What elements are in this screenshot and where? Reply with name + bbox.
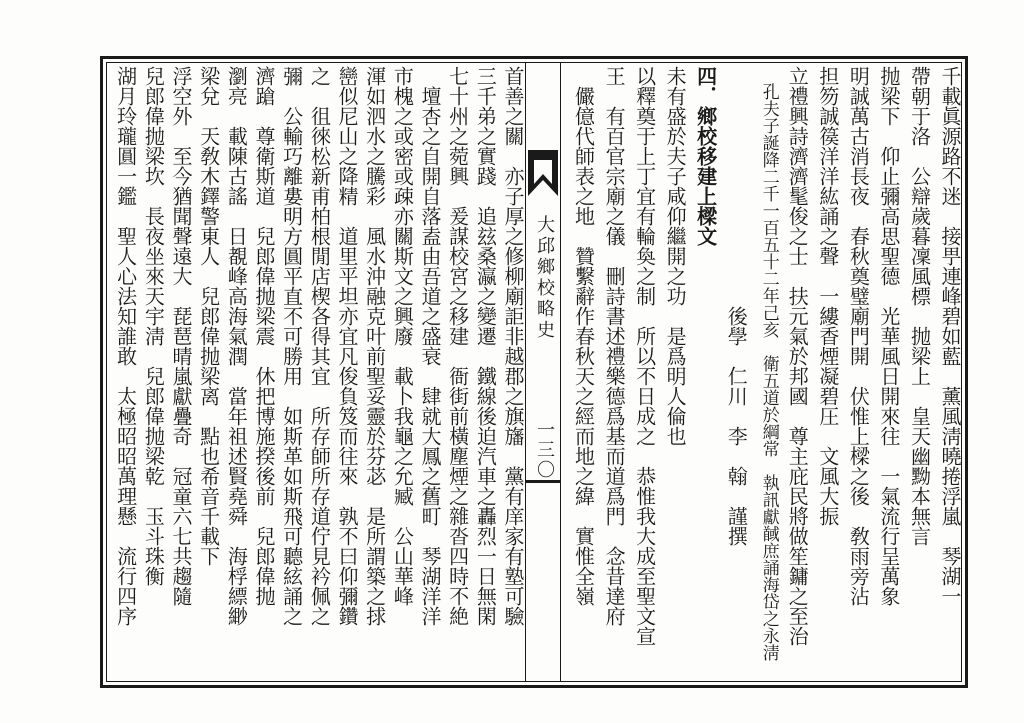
text-column: 七十州之菀興 爰謀校宮之移建 衙街前橫塵煙之雜沓四時不絶 [445, 66, 470, 626]
section-heading: 四．鄉校移建上樑文 [693, 66, 718, 246]
text-column: 王 有百官宗廟之儀 刪詩書述禮樂德爲基而道爲門 念昔達府 [602, 66, 627, 626]
text-column: 立禮興詩濟濟髦俊之士 扶元氣於邦國 尊主庇民將做笙鏞之至治 [785, 66, 810, 646]
fishtail-ornament [528, 150, 558, 196]
text-column: 巒似尼山之降精 道里平坦亦宜凡俊負笈而往來 孰不曰仰彌鑽 [334, 66, 359, 626]
text-column: 梁兌 天敎木鐸警東人 兒郎偉抛梁离 點也希音千載下 [196, 66, 221, 566]
text-column: 未有盛於夫子咸仰繼開之功 是爲明人倫也 [663, 66, 688, 446]
text-column: 孔夫子誕降二千一百五十二年己亥 衛五道於綱常 執訊獻馘庶誦海岱之永淸 [758, 66, 779, 661]
text-column: 抛梁下 仰止彌高思聖德 光華風日開來往 一氣流行呈萬象 [876, 66, 901, 606]
text-column: 明誠萬古消長夜 春秋奠璧廟門開 伏惟上樑之後 敎雨旁沾 [846, 66, 871, 606]
text-column: 湖月玲瓏圓一鑑 聖人心法知誰敢 太極昭昭萬理懸 流行四序 [113, 66, 138, 626]
text-column: 担笏誠篌洋洋紘誦之聲 一縷香煙凝碧圧 文風大振 [815, 66, 840, 526]
text-column: 瀏亮 載陳古謠 日覩峰高海氣潤 當年祖述賢堯舜 海桴縹緲 [224, 66, 249, 626]
text-column: 壇杏之自開自落盍由吾道之盛衰 肆就大鳳之舊町 琴湖洋洋 [417, 66, 442, 626]
text-column: 帶朝于洛 公辯歲暮凜風標 抛梁上 皇天幽黝本無言 [907, 66, 932, 546]
text-column: 三千弟之實踐 追玆桑瀛之變遷 鐵線後迫汽車之轟烈一日無閑 [473, 66, 498, 626]
text-column: 渾如泗水之騰彩 風水沖融克叶前聖妥靈於芬苾 是所謂築之捄 [362, 66, 387, 626]
text-column: 儼億代師表之地 贊繫辭作春秋天之經而地之緯 實惟全嶺 [571, 66, 596, 606]
book-title: 大邱鄉校略史 [534, 215, 555, 341]
author-line: 後學 仁川 李 翰 謹撰 [724, 66, 749, 546]
text-column: 以釋奠于上丁宜有輪奐之制 所以不日成之 恭惟我大成至聖文宣 [632, 66, 657, 646]
text-column: 浮空外 至今猶聞聲遠大 琵琶晴嵐獻疊奇 冠童六七共趨隨 [168, 66, 193, 606]
page-number: 一三〇 [534, 420, 555, 480]
text-column: 彌 公輸巧離婁明方圓平直不可勝用 如斯革如斯飛可聽絃誦之 [279, 66, 304, 626]
text-column: 濟蹌 尊衛斯道 兒郎偉抛梁震 休把博施揆後前 兒郎偉抛 [251, 66, 276, 606]
text-column: 兒郎偉抛梁坎 長夜坐來天宇淸 兒郎偉抛梁乾 玉斗珠衡 [141, 66, 166, 586]
text-column: 之 徂徠松新甫柏根閒店楔各得其宜 所存師所存道佇見衿佩之 [307, 66, 332, 626]
page-number-rule [525, 480, 561, 483]
text-column: 首善之關 亦子厚之修柳廟詎非越郡之旗旛 黨有庠家有塾可驗 [500, 66, 525, 626]
text-column: 千載眞源路不迷 接甼連峰碧如藍 薰風淸曉捲浮嵐 琴湖一 [937, 66, 962, 606]
text-column: 市槐之或密或疎亦關斯文之興廢 載卜我龜之允臧 公山華峰 [390, 66, 415, 606]
